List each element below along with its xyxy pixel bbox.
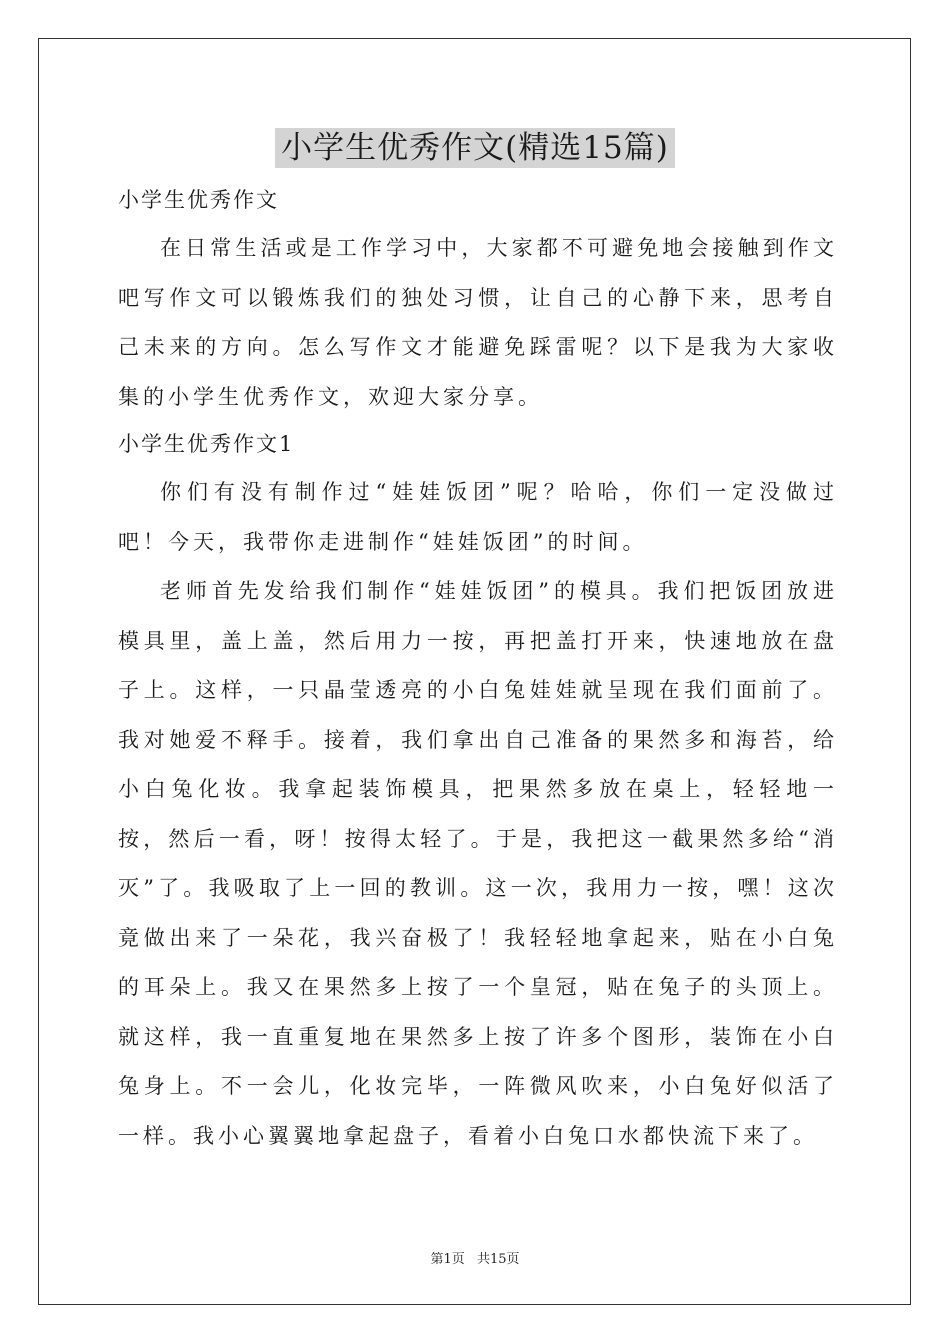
page-number: 第1页	[430, 1252, 465, 1267]
intro-paragraph: 在日常生活或是工作学习中，大家都不可避免地会接触到作文吧写作文可以锻炼我们的独处习惯，让自己的心静下来，思考自己未来的方向。怎么写作文才能避免踩雷呢？以下是我为大家收集的小学生优秀作文，欢迎大家分享。	[118, 236, 838, 409]
essay1-paragraph-1: 你们有没有制作过“娃娃饭团”呢？哈哈，你们一定没做过吧！今天，我带你走进制作“娃娃饭团”的时间。	[118, 480, 838, 554]
document-body	[118, 180, 838, 1161]
title-container	[0, 128, 950, 168]
essay-heading-1: 小学生优秀作文1	[118, 432, 295, 456]
document-title: 小学生优秀作文(精选15篇)	[275, 128, 675, 168]
essay1-paragraph-2: 老师首先发给我们制作“娃娃饭团”的模具。我们把饭团放进模具里，盖上盖，然后用力一按，再把盖打开来，快速地放在盘子上。这样，一只晶莹透亮的小白兔娃娃就呈现在我们面前了。我对她爱不释手。接着，我们拿出自己准备的果然多和海苔，给小白兔化妆。我拿起装饰模具，把果然多放在桌上，轻轻地一按，然后一看，呀！按得太轻了。于是，我把这一截果然多给“消灭”了。我吸取了上一回的教训。这一次，我用力一按，嘿！这次竟做出来了一朵花，我兴奋极了！我轻轻地拿起来，贴在小白兔的耳朵上。我又在果然多上按了一个皇冠，贴在兔子的头顶上。就这样，我一直重复地在果然多上按了许多个图形，装饰在小白兔身上。不一会儿，化妆完毕，一阵微风吹来，小白兔好似活了一样。我小心翼翼地拿起盘子，看着小白兔口水都快流下来了。	[118, 579, 838, 1148]
page-footer	[0, 1248, 950, 1267]
section-heading-intro: 小学生优秀作文	[118, 188, 279, 212]
total-pages: 共15页	[476, 1252, 520, 1267]
